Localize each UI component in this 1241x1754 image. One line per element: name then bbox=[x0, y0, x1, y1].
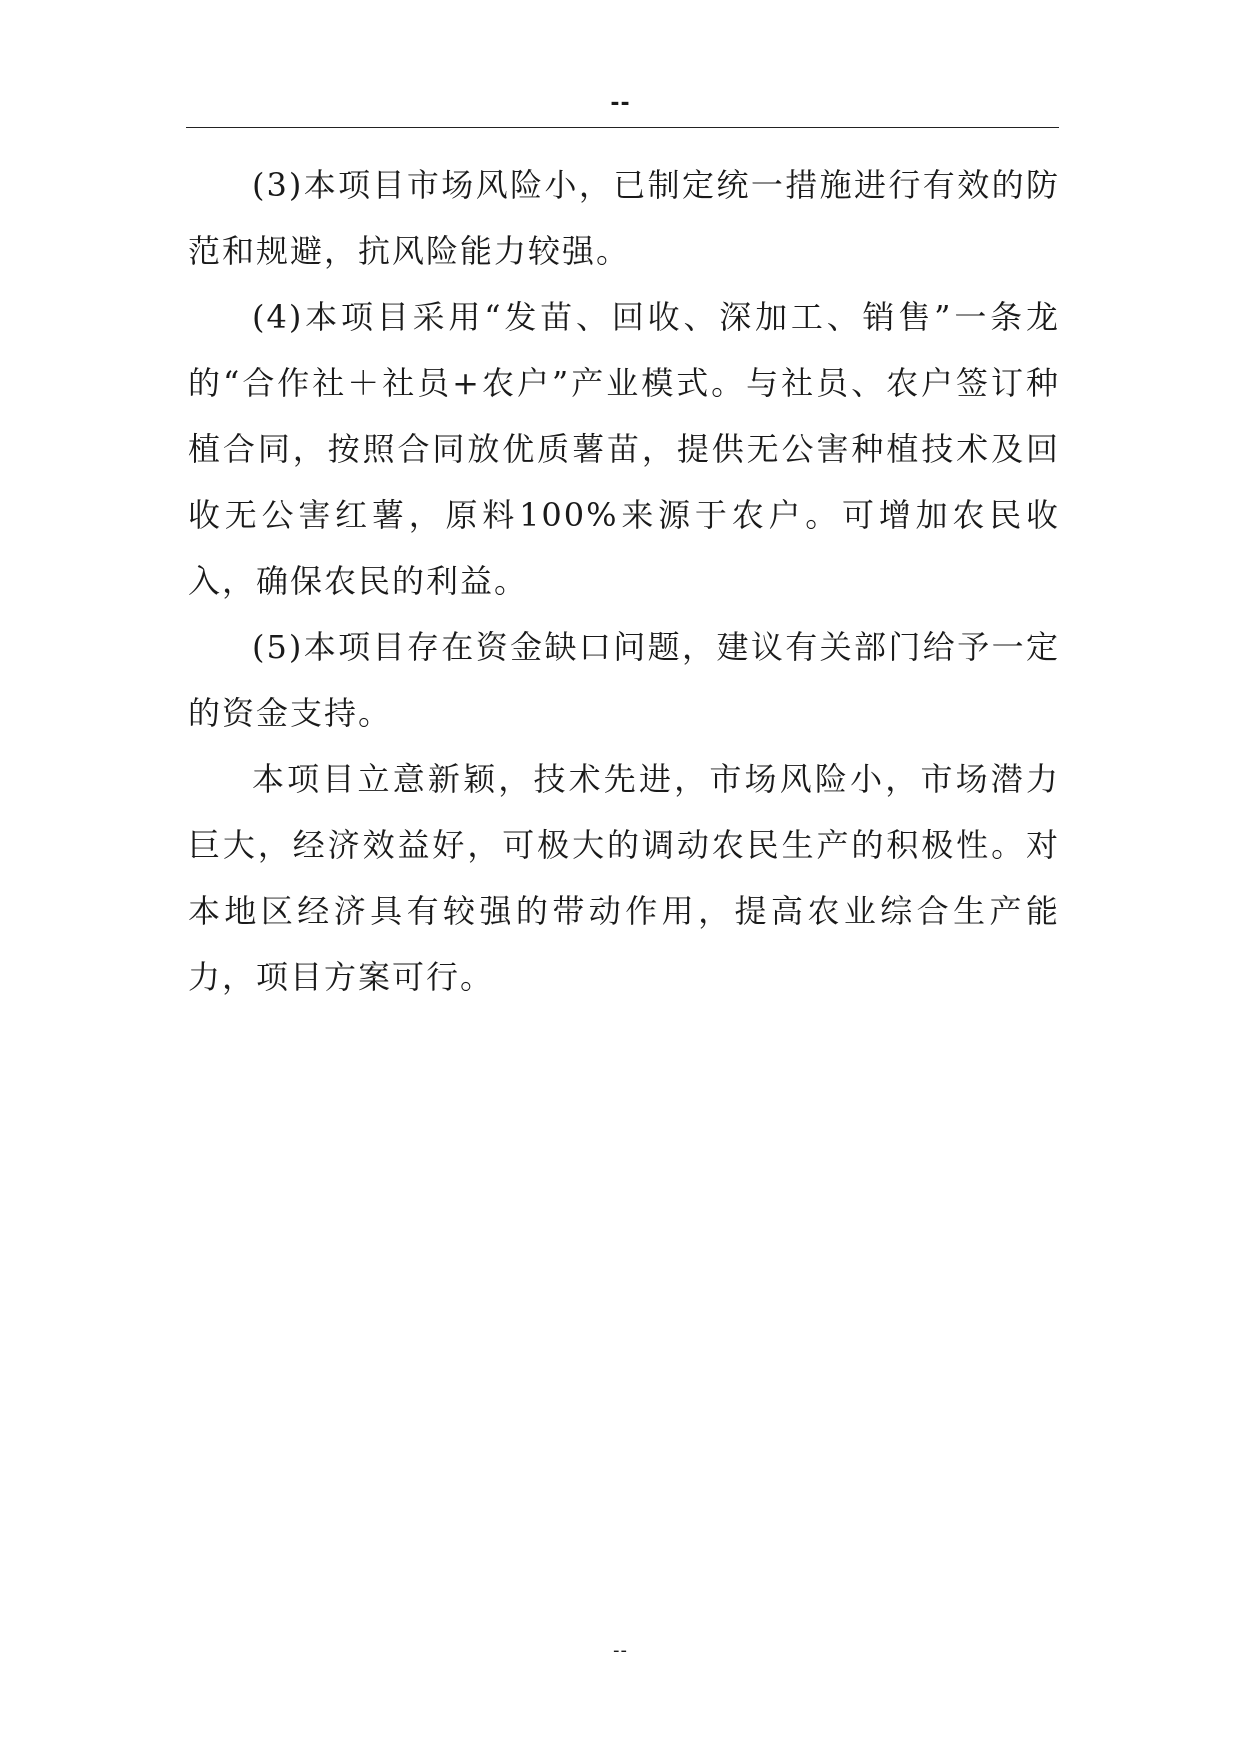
paragraph-item-5: (5)本项目存在资金缺口问题，建议有关部门给予一定的资金支持。 bbox=[188, 628, 1060, 732]
paragraph-item-3: (3)本项目市场风险小，已制定统一措施进行有效的防范和规避，抗风险能力较强。 bbox=[188, 166, 1060, 270]
paragraph-item-4: (4)本项目采用“发苗、回收、深加工、销售”一条龙的“合作社＋社员+农户”产业模式。与社员、农户签订种植合同，按照合同放优质薯苗，提供无公害种植技术及回收无公害红薯，原料100%来源于农户。可增加农民收入，确保农民的利益。 bbox=[188, 298, 1060, 600]
paragraph-conclusion: 本项目立意新颖，技术先进，市场风险小，市场潜力巨大，经济效益好，可极大的调动农民生产的积极性。对本地区经济具有较强的带动作用，提高农业综合生产能力，项目方案可行。 bbox=[188, 760, 1060, 996]
page-header-mark: -- bbox=[610, 91, 631, 116]
header-divider bbox=[186, 127, 1059, 128]
page-footer-mark: -- bbox=[613, 1640, 628, 1661]
document-body bbox=[188, 152, 1060, 1010]
